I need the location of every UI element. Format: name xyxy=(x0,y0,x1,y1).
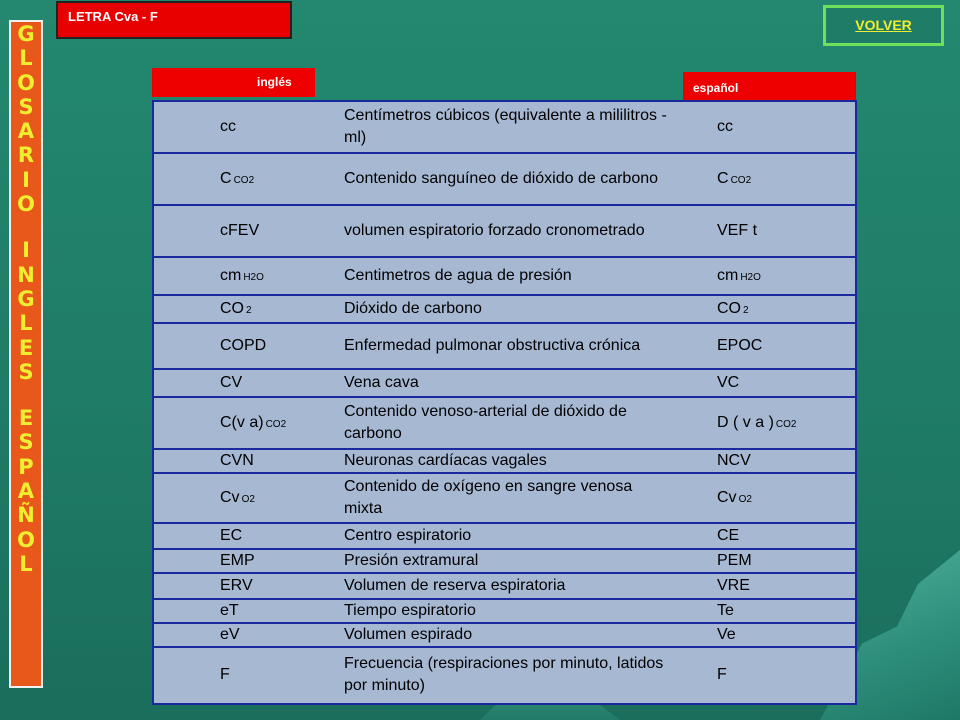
spanish-term-subscript: O2 xyxy=(738,494,752,505)
spanish-term-text: VC xyxy=(717,374,740,391)
sidebar-letter: L xyxy=(19,311,33,336)
spanish-term-subscript: 2 xyxy=(743,305,749,316)
spanish-term-subscript: CO2 xyxy=(775,419,797,430)
spanish-term xyxy=(717,574,857,598)
table-row xyxy=(154,550,855,574)
spanish-term xyxy=(717,624,857,646)
spanish-term xyxy=(717,324,857,368)
sidebar-letter: L xyxy=(19,46,33,71)
english-term xyxy=(220,624,340,646)
spanish-term xyxy=(717,648,857,702)
spanish-term-text: CO xyxy=(717,300,741,317)
english-term-subscript: 2 xyxy=(246,305,252,316)
glossary-table xyxy=(152,100,857,705)
term-description: Vena cava xyxy=(344,374,419,391)
spanish-term-text: Cv xyxy=(717,489,737,506)
english-term-text: EMP xyxy=(220,552,255,569)
sidebar-letter: P xyxy=(18,454,34,479)
sidebar-letter: A xyxy=(17,119,35,144)
table-row xyxy=(154,574,855,600)
english-term-text: CV xyxy=(220,374,243,391)
term-description: Contenido de oxígeno en sangre venosa mixta xyxy=(344,478,633,517)
english-column-label xyxy=(152,68,315,97)
sidebar-letter: N xyxy=(17,262,35,287)
english-term xyxy=(220,450,340,472)
english-term xyxy=(220,524,340,548)
spanish-term xyxy=(717,600,857,622)
english-term xyxy=(220,206,340,256)
spanish-term xyxy=(717,258,857,294)
term-description: Neuronas cardíacas vagales xyxy=(344,452,547,469)
spanish-term-subscript: H2O xyxy=(740,272,761,283)
spanish-term-text: Te xyxy=(717,602,734,619)
term-description: volumen espiratorio forzado cronometrado xyxy=(344,222,645,239)
english-term-text: COPD xyxy=(220,337,267,354)
spanish-term xyxy=(717,474,857,522)
sidebar-letter: S xyxy=(18,94,34,119)
sidebar-letter: E xyxy=(18,406,34,431)
table-row xyxy=(154,648,855,702)
spanish-term xyxy=(717,398,857,448)
sidebar-letter: R xyxy=(17,143,35,168)
term-description: Frecuencia (respiraciones por minuto, latidos por minuto) xyxy=(344,655,664,694)
sidebar-letter: I xyxy=(22,238,30,263)
sidebar-letter: I xyxy=(22,167,30,192)
spanish-term-text: VEF t xyxy=(717,222,758,239)
spanish-term xyxy=(717,450,857,472)
english-label-text: inglés xyxy=(257,75,292,89)
english-term xyxy=(220,258,340,294)
english-term-text: cFEV xyxy=(220,222,260,239)
spanish-term-text: VRE xyxy=(717,577,750,594)
letter-title: LETRA Cva - F xyxy=(68,9,158,24)
english-term xyxy=(220,574,340,598)
spanish-term-subscript: CO2 xyxy=(730,175,752,186)
english-term xyxy=(220,474,340,522)
english-term-text: eT xyxy=(220,602,239,619)
sidebar-letter: O xyxy=(17,192,35,217)
english-term-text: F xyxy=(220,666,230,683)
english-term xyxy=(220,600,340,622)
term-description: Contenido venoso-arterial de dióxido de carbono xyxy=(344,403,627,442)
english-term xyxy=(220,398,340,448)
sidebar-letter: S xyxy=(18,359,34,384)
table-row xyxy=(154,206,855,258)
english-term xyxy=(220,296,340,322)
spanish-term-text: CE xyxy=(717,527,740,544)
spanish-term-text: EPOC xyxy=(717,337,763,354)
spanish-term xyxy=(717,102,857,152)
spanish-term-text: Ve xyxy=(717,626,736,643)
english-term xyxy=(220,102,340,152)
english-term-text: CO xyxy=(220,300,244,317)
sidebar-letter: L xyxy=(19,551,33,576)
english-term-subscript: O2 xyxy=(241,494,255,505)
spanish-term xyxy=(717,370,857,396)
spanish-column-label xyxy=(683,72,856,100)
sidebar-letter: A xyxy=(17,479,35,504)
spanish-term xyxy=(717,154,857,204)
english-term-subscript: CO2 xyxy=(233,175,255,186)
sidebar-letter: E xyxy=(18,335,34,360)
spanish-term-text: cc xyxy=(717,118,733,135)
back-button-label[interactable]: VOLVER xyxy=(855,17,912,33)
sidebar-letter: O xyxy=(17,527,35,552)
english-term-text: C(v a) xyxy=(220,414,264,431)
table-row xyxy=(154,102,855,154)
sidebar-letter: G xyxy=(17,22,35,46)
sidebar-letter: S xyxy=(18,430,34,455)
spanish-term-text: PEM xyxy=(717,552,752,569)
term-description: Contenido sanguíneo de dióxido de carbono xyxy=(344,170,659,187)
term-description: Tiempo espiratorio xyxy=(344,602,476,619)
spanish-term-text: F xyxy=(717,666,727,683)
spanish-term-text: NCV xyxy=(717,452,751,469)
spanish-term xyxy=(717,296,857,322)
english-term xyxy=(220,370,340,396)
table-row xyxy=(154,600,855,624)
sidebar-letter: O xyxy=(17,70,35,95)
term-description: Volumen espirado xyxy=(344,626,473,643)
english-term xyxy=(220,648,340,702)
english-term-text: CVN xyxy=(220,452,254,469)
term-description: Centímetros cúbicos (equivalente a mililitros - ml) xyxy=(344,107,667,146)
back-button[interactable] xyxy=(823,5,944,46)
table-row xyxy=(154,154,855,206)
spanish-term-text: cm xyxy=(717,267,739,284)
spanish-term xyxy=(717,524,857,548)
table-row xyxy=(154,370,855,398)
table-row xyxy=(154,524,855,550)
table-row xyxy=(154,296,855,324)
spanish-term-text: C xyxy=(717,170,729,187)
english-term-text: ERV xyxy=(220,577,253,594)
english-term-text: eV xyxy=(220,626,240,643)
english-term-text: Cv xyxy=(220,489,240,506)
spanish-term xyxy=(717,550,857,572)
english-term xyxy=(220,550,340,572)
spanish-term xyxy=(717,206,857,256)
table-row xyxy=(154,258,855,296)
english-term-text: cm xyxy=(220,267,242,284)
english-term-text: EC xyxy=(220,527,243,544)
english-term xyxy=(220,324,340,368)
sidebar-letter: G xyxy=(17,286,35,311)
letter-title-box xyxy=(56,1,292,39)
english-term xyxy=(220,154,340,204)
term-description: Enfermedad pulmonar obstructiva crónica xyxy=(344,337,641,354)
table-row xyxy=(154,474,855,524)
spanish-term-text: D ( v a ) xyxy=(717,414,774,431)
term-description: Presión extramural xyxy=(344,552,479,569)
table-row xyxy=(154,398,855,450)
english-term-subscript: H2O xyxy=(243,272,264,283)
table-row xyxy=(154,624,855,648)
sidebar-letter: Ñ xyxy=(17,503,35,528)
glossary-sidebar-title xyxy=(9,20,43,688)
term-description: Centimetros de agua de presión xyxy=(344,267,572,284)
term-description: Dióxido de carbono xyxy=(344,300,482,317)
spanish-label-text: español xyxy=(693,81,739,95)
english-term-text: C xyxy=(220,170,232,187)
term-description: Centro espiratorio xyxy=(344,527,472,544)
table-row xyxy=(154,450,855,474)
term-description: Volumen de reserva espiratoria xyxy=(344,577,566,594)
table-row xyxy=(154,324,855,370)
english-term-subscript: CO2 xyxy=(265,419,287,430)
english-term-text: cc xyxy=(220,118,236,135)
